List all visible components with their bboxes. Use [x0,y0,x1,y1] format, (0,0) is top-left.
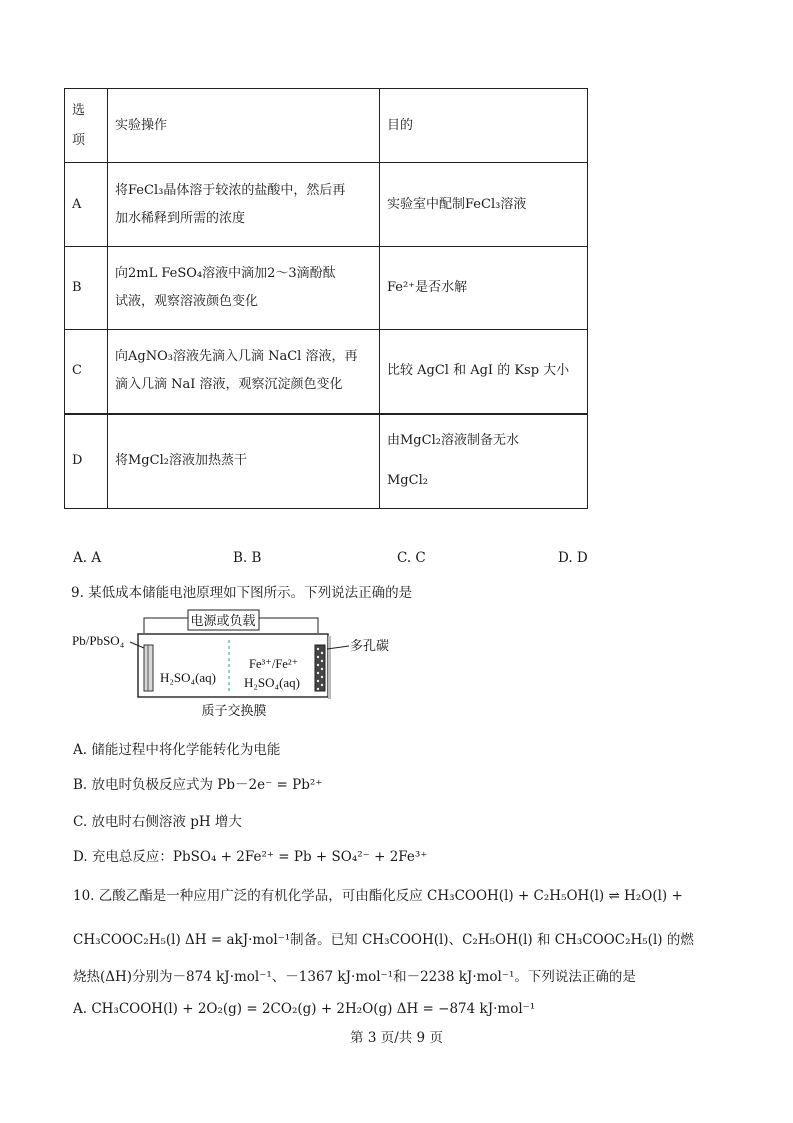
header-operation: 实验操作 [108,89,380,163]
header-option: 选项 [65,89,108,163]
q9-option-b[interactable]: B. 放电时负极反应式为 Pb－2e⁻ = Pb²⁺ [73,777,323,793]
row-operation: 向AgNO₃溶液先滴入几滴 NaCl 溶液，再 滴入几滴 NaI 溶液，观察沉淀颜色变化 [108,330,380,414]
experiment-table [64,88,588,509]
q9-option-c[interactable]: C. 放电时右侧溶液 pH 增大 [73,814,242,830]
row-operation: 向2mL FeSO₄溶液中滴加2～3滴酚酞 试液，观察溶液颜色变化 [108,247,380,330]
choice-a[interactable]: A. A [73,550,102,566]
membrane-label: 质子交换膜 [201,704,267,719]
cell-shadow [328,636,331,699]
right-solution-label-2: H₂SO₄(aq) [244,675,300,690]
right-electrode-label: 多孔碳 [350,639,390,654]
q10-stem-line2: CH₃COOC₂H₅(l) ΔH = akJ·mol⁻¹制备。已知 CH₃COOH(l)、C₂H₅OH(l) 和 CH₃COOC₂H₅(l) 的燃 [73,932,694,948]
right-electrode [315,645,325,691]
q10-stem-line1: 10. 乙酸乙酯是一种应用广泛的有机化学品，可由酯化反应 CH₃COOH(l) + C₂H₅OH(l) ⇌ H₂O(l) + [73,888,683,904]
q9-stem: 9. 某低成本储能电池原理如下图所示。下列说法正确的是 [71,585,413,601]
right-solution-label-1: Fe³⁺/Fe²⁺ [249,657,299,671]
row-purpose: 由MgCl₂溶液制备无水 MgCl₂ [380,414,588,509]
row-option: D [65,414,108,509]
page-footer: 第 3 页/共 9 页 [350,1030,443,1046]
row-option: B [65,247,108,330]
header-purpose: 目的 [380,89,588,163]
row-purpose: 比较 AgCl 和 AgI 的 Ksp 大小 [380,330,588,414]
q9-option-d[interactable]: D. 充电总反应：PbSO₄ + 2Fe²⁺ = Pb + SO₄²⁻ + 2Fe³⁺ [73,849,428,865]
choice-c[interactable]: C. C [397,550,426,566]
row-purpose: 实验室中配制FeCl₃溶液 [380,163,588,247]
power-load-label: 电源或负载 [190,614,256,629]
left-electrode-label: Pb/PbSO₄ [72,633,125,648]
row-option: A [65,163,108,247]
table-row [65,247,588,330]
q10-stem-line3: 烧热(ΔH)分别为－874 kJ·mol⁻¹、－1367 kJ·mol⁻¹和－2238 kJ·mol⁻¹。下列说法正确的是 [73,969,636,985]
left-solution-label: H₂SO₄(aq) [160,670,216,685]
row-purpose: Fe²⁺是否水解 [380,247,588,330]
battery-diagram [64,606,404,724]
q10-option-a[interactable]: A. CH₃COOH(l) + 2O₂(g) = 2CO₂(g) + 2H₂O(g) ΔH = −874 kJ·mol⁻¹ [73,1001,536,1017]
table-row [65,330,588,414]
choice-d[interactable]: D. D [558,550,588,566]
choice-b[interactable]: B. B [233,550,262,566]
row-option: C [65,330,108,414]
q9-option-a[interactable]: A. 储能过程中将化学能转化为电能 [73,742,281,758]
row-operation: 将MgCl₂溶液加热蒸干 [108,414,380,509]
table-row [65,163,588,247]
table-row [65,414,588,509]
table-header-row [65,89,588,163]
row-operation: 将FeCl₃晶体溶于较浓的盐酸中，然后再 加水稀释到所需的浓度 [108,163,380,247]
